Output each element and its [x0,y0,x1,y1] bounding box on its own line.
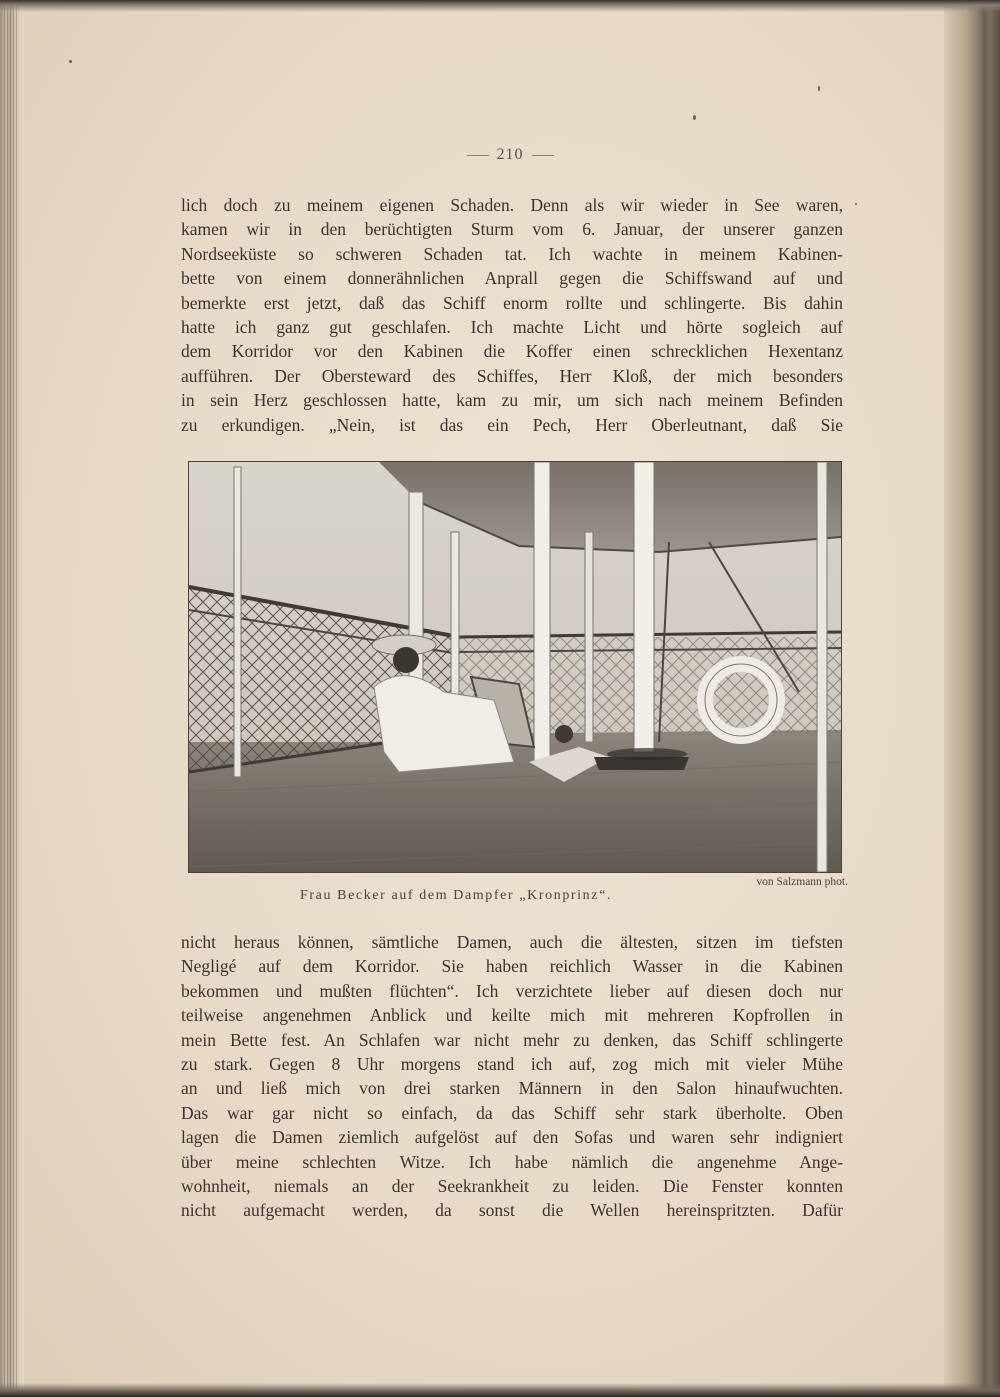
text-line: wohnheit, niemals an der Seekrankheit zu leiden. Die Fenster konnten [181,1175,843,1196]
paragraph-top [181,193,843,437]
paragraph-bottom [181,930,843,1223]
paper-speck [855,203,857,205]
text-line: zu stark. Gegen 8 Uhr morgens stand ich auf, zog mich mit vieler Mühe [181,1053,843,1074]
text-line: über meine schlechten Witze. Ich habe nämlich die angenehme Ange- [181,1151,843,1172]
paper-speck [693,115,696,120]
text-line: dem Korridor vor den Kabinen die Koffer einen schrecklichen Hexentanz [181,341,843,362]
page-edge-right [944,0,1000,1397]
text-line: bemerkte erst jetzt, daß das Schiff enorm rollte und schlingerte. Bis dahin [181,292,843,313]
paper-speck [818,86,820,91]
deck-photo-illustration [189,462,841,872]
text-line: bekommen und mußten flüchten“. Ich verzichtete lieber auf diesen doch nur [181,980,843,1001]
text-line: nicht aufgemacht werden, da sonst die Wellen hereinspritzten. Dafür [181,1200,843,1221]
text-line: zu erkundigen. „Nein, ist das ein Pech, Herr Oberleutnant, daß Sie [181,414,843,435]
photo-caption: Frau Becker auf dem Dampfer „Kronprinz“. [300,888,613,903]
text-line: mein Bette fest. An Schlafen war nicht mehr zu denken, das Schiff schlingerte [181,1029,843,1050]
text-line: Nordseeküste so schweren Schaden tat. Ich wachte in meinem Kabinen- [181,243,843,264]
page-number-text: 210 [496,146,524,163]
text-line: nicht heraus können, sämtliche Damen, auch die ältesten, sitzen im tiefsten [181,932,843,952]
deck-photograph [188,461,842,873]
page-edge-bottom [0,1383,1000,1397]
page-edge-top [0,0,1000,12]
text-line: Das war gar nicht so einfach, da das Schiff sehr stark überholte. Oben [181,1102,843,1123]
photo-credit: von Salzmann phot. [756,876,848,888]
book-binding [0,0,24,1397]
text-line: an und ließ mich von drei starken Männern in den Salon hinaufwuchten. [181,1078,843,1099]
text-line: bette von einem donnerähnlichen Anprall gegen die Schiffswand auf und [181,268,843,289]
page-number [455,146,565,164]
text-line: Negligé auf dem Korridor. Sie haben reichlich Wasser in die Kabinen [181,956,843,977]
paper-speck [69,60,72,63]
text-line: hatte ich ganz gut geschlafen. Ich machte Licht und hörte sogleich auf [181,316,843,337]
text-line: in sein Herz geschlossen hatte, kam zu mir, um sich nach meinem Befinden [181,390,843,411]
text-line: teilweise angenehmen Anblick und keilte mich mit mehreren Kopfrollen in [181,1005,843,1026]
text-line: lich doch zu meinem eigenen Schaden. Denn als wir wieder in See waren, [181,195,843,215]
text-line: aufführen. Der Obersteward des Schiffes, Herr Kloß, der mich besonders [181,365,843,386]
text-line: kamen wir in den berüchtigten Sturm vom 6. Januar, der unserer ganzen [181,219,843,240]
text-line: lagen die Damen ziemlich aufgelöst auf den Sofas und waren sehr indigniert [181,1127,843,1148]
